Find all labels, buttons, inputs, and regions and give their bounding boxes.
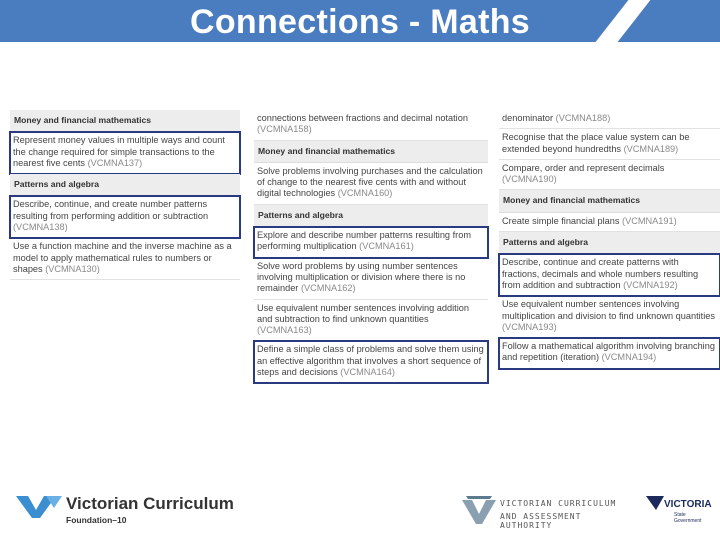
descriptor-code: (VCMNA190) — [502, 174, 557, 185]
vic-logo-sub2: Government — [674, 518, 702, 524]
vic-logo-name: VICTORIA — [664, 499, 712, 510]
descriptor-text: denominator — [502, 113, 554, 123]
strand-heading — [254, 141, 488, 163]
descriptor-text: Solve word problems by using number sentences involving multiplication or division where there is no remainder — [257, 260, 466, 294]
victoria-government-logo — [644, 494, 714, 528]
content-descriptor — [499, 160, 720, 191]
descriptor-text: Use a function machine and the inverse machine as a model to apply mathematical rules to numbers or shapes — [13, 241, 232, 274]
strand-heading-text: Patterns and algebra — [503, 237, 589, 248]
descriptor-code: (VCMNA161) — [359, 241, 414, 252]
descriptor-code: (VCMNA194) — [601, 352, 657, 363]
column-year-3 — [10, 110, 240, 280]
content-descriptor — [499, 254, 720, 296]
column-year-4 — [254, 110, 488, 383]
descriptor-code: (VCMNA164) — [340, 367, 395, 378]
descriptor-code: (VCMNA138) — [13, 222, 68, 233]
strand-heading-text: Patterns and algebra — [258, 209, 344, 220]
vcaa-logo-line2: AND ASSESSMENT AUTHORITY — [500, 512, 582, 530]
vc-logo-name: Victorian Curriculum — [66, 494, 234, 513]
strand-heading — [499, 232, 720, 254]
vcaa-logo — [462, 496, 632, 530]
descriptor-code: (VCMNA137) — [87, 157, 143, 168]
content-descriptor — [10, 238, 240, 280]
descriptor-text: Follow a mathematical algorithm involving branching and repetition (iteration) — [502, 341, 715, 363]
vc-logo-sub: Foundation–10 — [66, 515, 127, 525]
content-descriptor — [499, 296, 720, 338]
strand-heading-text: Money and financial mathematics — [503, 195, 641, 206]
descriptor-text: Solve problems involving purchases and the calculation of change to the nearest five cents with and without digital technologies — [257, 165, 483, 199]
strand-heading-text: Money and financial mathematics — [258, 145, 396, 156]
content-descriptor — [254, 258, 488, 300]
descriptor-code: (VCMNA189) — [623, 143, 679, 154]
strand-heading — [10, 110, 240, 132]
victorian-curriculum-logo-icon — [16, 496, 62, 518]
content-descriptor — [254, 227, 488, 258]
descriptor-text: Recognise that the place value system can be extended beyond hundredths — [502, 132, 690, 154]
title-banner — [0, 0, 720, 42]
strand-heading — [499, 190, 720, 212]
strand-heading — [10, 174, 240, 196]
descriptor-text: Define a simple class of problems and solve them using an effective algorithm that involves a short sequence of steps and decisions — [257, 344, 484, 378]
content-descriptor — [499, 129, 720, 160]
vcaa-logo-line1: VICTORIAN CURRICULUM — [500, 499, 617, 508]
content-descriptor — [254, 300, 488, 342]
descriptor-text: Use equivalent number sentences involving multiplication and division to find unknown quantities — [502, 299, 715, 321]
descriptor-code: (VCMNA191) — [622, 215, 677, 226]
descriptor-code: (VCMNA158) — [257, 124, 312, 135]
descriptor-code: (VCMNA160) — [337, 188, 393, 199]
descriptor-text: Represent money values in multiple ways and count the change required for simple transactions to the nearest five cents — [13, 135, 225, 168]
content-descriptor — [10, 196, 240, 238]
descriptor-text: Compare, order and represent decimals — [502, 162, 665, 173]
descriptor-text: Explore and describe number patterns resulting from performing multiplication — [257, 230, 471, 252]
descriptor-code: (VCMNA192) — [623, 279, 678, 290]
victorian-curriculum-logo — [16, 494, 256, 528]
descriptor-text: Describe, continue and create patterns with fractions, decimals and whole numbers resulting from addition and subtraction — [502, 257, 699, 290]
descriptor-code: (VCMNA163) — [257, 325, 312, 336]
descriptor-code: (VCMNA193) — [502, 321, 557, 332]
strand-heading — [254, 205, 488, 227]
content-descriptor — [499, 213, 720, 232]
content-descriptor — [254, 163, 488, 205]
column-year-5 — [499, 110, 720, 369]
strand-heading-text: Patterns and algebra — [14, 179, 100, 190]
content-descriptor — [254, 110, 488, 141]
strand-heading-text: Money and financial mathematics — [14, 115, 152, 125]
content-descriptor — [254, 341, 488, 383]
victoria-government-logo-icon — [644, 494, 714, 528]
descriptor-text: Use equivalent number sentences involving addition and subtraction to find unknown quantities — [257, 302, 469, 324]
vcaa-logo-icon — [462, 496, 496, 524]
descriptor-code: (VCMNA162) — [300, 283, 356, 294]
descriptor-code: (VCMNA188) — [555, 113, 611, 123]
content-descriptor — [499, 338, 720, 369]
vic-logo-sub1: State — [674, 512, 686, 518]
descriptor-code: (VCMNA130) — [45, 263, 100, 274]
content-descriptor — [499, 110, 720, 129]
page-title: Connections - Maths — [189, 3, 531, 41]
descriptor-text: connections between fractions and decimal notation — [257, 113, 468, 123]
descriptor-text: Create simple financial plans — [502, 215, 620, 226]
content-descriptor — [10, 132, 240, 174]
descriptor-text: Describe, continue, and create number patterns resulting from performing addition or subtraction — [13, 199, 209, 221]
